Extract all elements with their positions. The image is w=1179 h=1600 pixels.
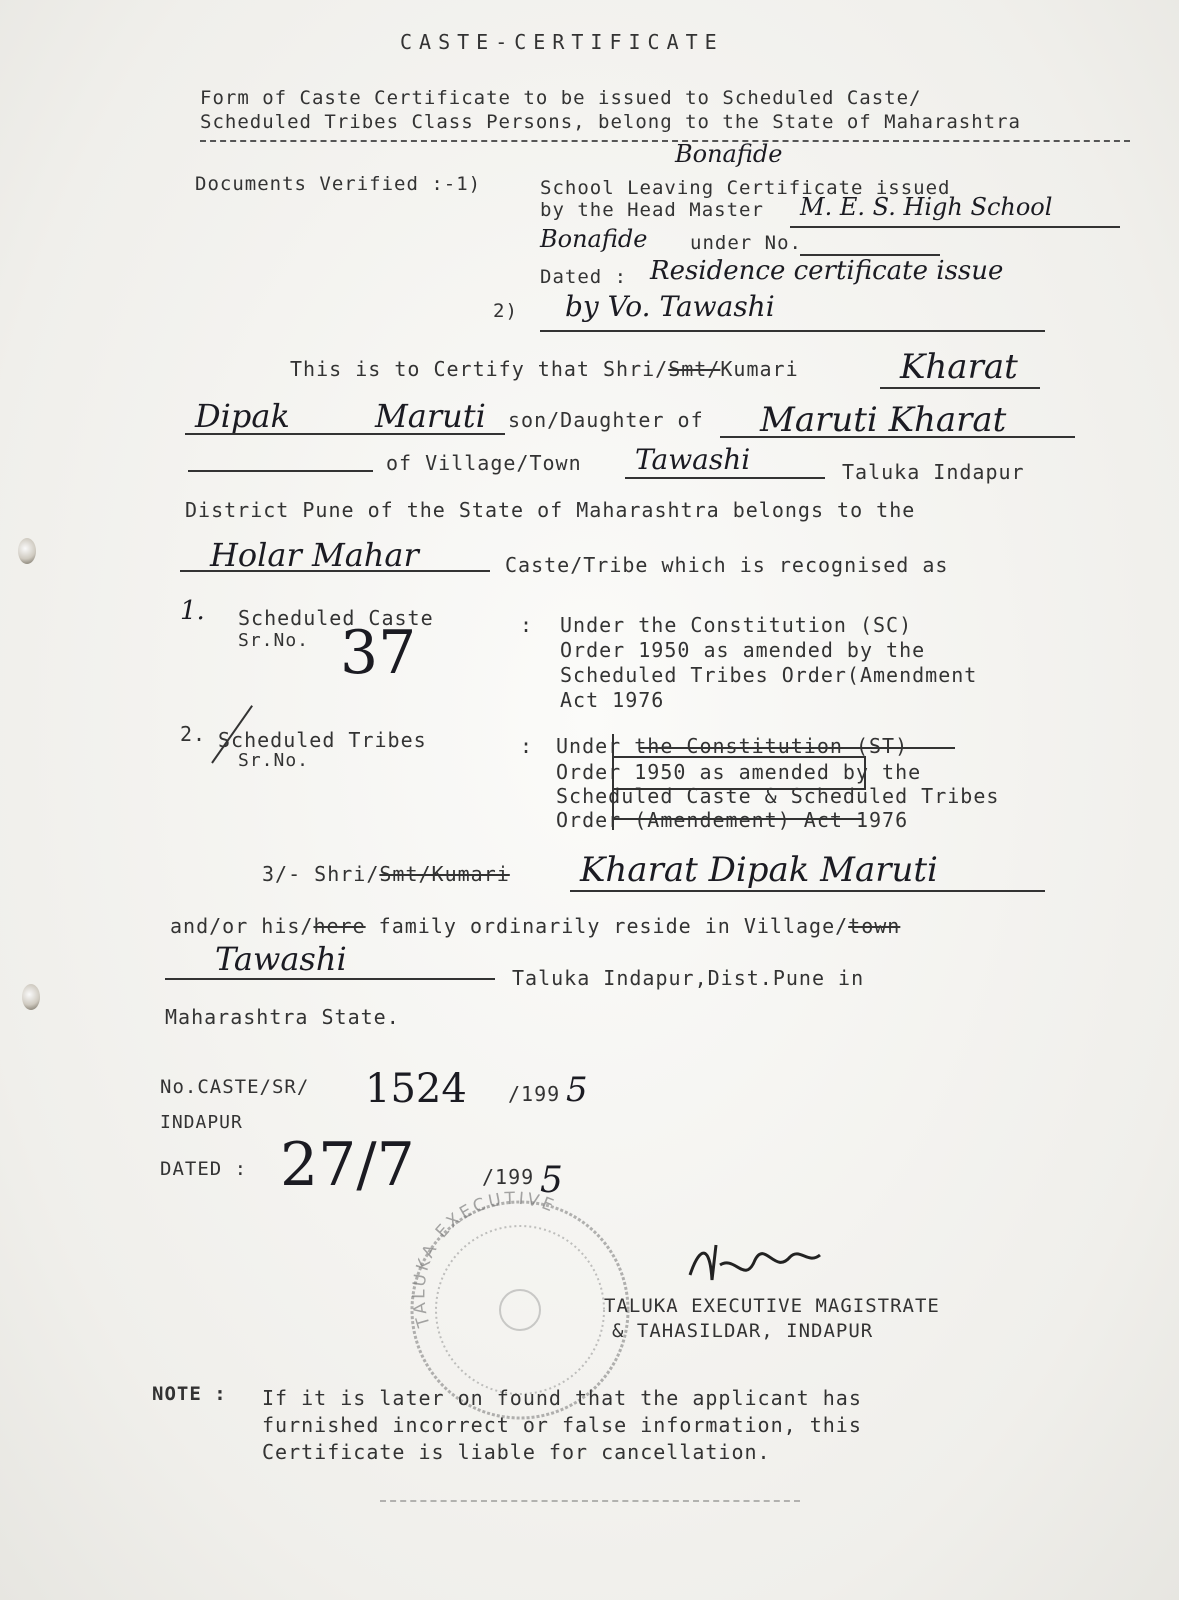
reside-line-2 [170, 914, 900, 938]
st-text-4: Order (Amendement) Act 1976 [556, 808, 909, 832]
hw-by-tawashi: by Vo. Tawashi [565, 290, 775, 323]
doc-1-line-1: School Leaving Certificate issued [540, 177, 951, 199]
reside-state: Maharashtra State. [165, 1005, 400, 1029]
reside-her-struck: here [313, 914, 366, 938]
hw-sc-number: 37 [340, 618, 417, 688]
st-strike-2 [612, 818, 862, 820]
st-number: 2. [180, 722, 207, 746]
note-line-1: If it is later on found that the applicant has [262, 1386, 862, 1410]
hw-caste: Holar Mahar [210, 536, 419, 574]
hw-village: Tawashi [635, 443, 751, 476]
hw-first-name: Dipak [195, 397, 290, 435]
hw-residence: Residence certificate issue [650, 256, 1004, 286]
surname-line [880, 387, 1040, 389]
hw-school-name: M. E. S. High School [800, 193, 1053, 221]
hw-bonafide: Bonafide [540, 225, 648, 253]
caste-line [180, 570, 490, 572]
footer-noise [380, 1500, 800, 1502]
signatory-title: TALUKA EXECUTIVE MAGISTRATE [604, 1295, 940, 1317]
reside-town-struck: town [848, 914, 901, 938]
hw-ref-no: 1524 [365, 1066, 467, 1112]
doc-1-dated: Dated : [540, 266, 628, 288]
father-line [720, 436, 1075, 438]
reside-taluka: Taluka Indapur,Dist.Pune in [512, 966, 865, 990]
seal-text: TALUKA EXECUTIVE [409, 1188, 559, 1330]
doc-2-line [540, 330, 1045, 332]
hw-middle-name: Maruti [375, 397, 486, 435]
punch-hole-top [18, 538, 36, 564]
hw-reside-name: Kharat Dipak Maruti [580, 850, 938, 890]
ref-office: INDAPUR [160, 1112, 243, 1133]
ref-dated-label: DATED : [160, 1158, 248, 1180]
hw-father-name: Maruti Kharat [760, 400, 1007, 440]
form-divider [200, 140, 1130, 142]
st-srno: Sr.No. [238, 750, 310, 771]
certify-line [290, 357, 799, 381]
hw-surname: Kharat [900, 347, 1018, 387]
certify-text: This is to Certify that Shri/ [290, 357, 669, 381]
doc-2-number: 2) [493, 300, 518, 322]
note-line-3: Certificate is liable for cancellation. [262, 1440, 771, 1464]
documents-verified-label: Documents Verified :-1) [195, 173, 482, 195]
sc-colon: : [520, 613, 534, 637]
reside-prefix: 3/- Shri/ [262, 862, 380, 886]
doc-1-line-3: under No. [690, 232, 802, 254]
caste-tribe-label: Caste/Tribe which is recognised as [505, 553, 949, 577]
reside-family: family ordinarily reside in Village/ [378, 914, 849, 938]
hw-ref-date: 27/7 [280, 1130, 415, 1200]
smt-struck: Smt/ [668, 357, 721, 381]
doc-1-line-2: by the Head Master [540, 199, 764, 221]
note-label: NOTE : [152, 1383, 227, 1405]
name-line [185, 433, 505, 435]
hw-ref-year-2: 5 [540, 1160, 563, 1201]
st-label: Scheduled Tribes [218, 728, 427, 752]
district-line: District Pune of the State of Maharashtra belongs to the [185, 498, 916, 522]
son-of-label: son/Daughter of [508, 408, 704, 432]
sc-text-1: Under the Constitution (SC) [560, 613, 913, 637]
ref-no-label: No.CASTE/SR/ [160, 1076, 310, 1098]
reside-line-1 [262, 862, 510, 886]
of-village-label: of Village/Town [386, 451, 582, 475]
hw-reside-village: Tawashi [215, 940, 347, 978]
sc-text-3: Scheduled Tribes Order(Amendment [560, 663, 978, 687]
form-line-2: Scheduled Tribes Class Persons, belong to the State of Maharashtra [200, 111, 1021, 133]
st-text-1: Under the Constitution (ST) [556, 734, 909, 758]
st-strike-1 [640, 747, 955, 749]
st-text-3: Scheduled Caste & Scheduled Tribes [556, 784, 1000, 808]
form-line-1: Form of Caste Certificate to be issued to Scheduled Caste/ [200, 87, 922, 109]
hw-ref-year-1: 5 [566, 1070, 588, 1110]
sc-text-2: Order 1950 as amended by the [560, 638, 926, 662]
sc-number: 1. [180, 596, 205, 626]
sc-srno: Sr.No. [238, 630, 310, 651]
reside-his: and/or his/ [170, 914, 314, 938]
note-line-2: furnished incorrect or false information, this [262, 1413, 862, 1437]
ref-year-2: /199 [482, 1165, 535, 1189]
signatory-office: & TAHASILDAR, INDAPUR [612, 1320, 874, 1342]
kumari-text: Kumari [720, 357, 799, 381]
taluka-label: Taluka Indapur [842, 460, 1025, 484]
village-line [625, 477, 825, 479]
st-colon: : [520, 734, 534, 758]
reside-village-line [165, 978, 495, 980]
ref-year-1: /199 [508, 1082, 561, 1106]
punch-hole-bottom [22, 984, 40, 1010]
st-cancel-box [612, 756, 866, 790]
reside-name-line [570, 890, 1045, 892]
reside-smt-struck: Smt/Kumari [379, 862, 510, 886]
hw-bonafide-over: Bonafide [675, 140, 783, 168]
certificate-title: CASTE-CERTIFICATE [400, 30, 724, 54]
school-name-line [790, 226, 1120, 228]
sc-text-4: Act 1976 [560, 688, 665, 712]
sc-label: Scheduled Caste [238, 606, 434, 630]
st-text-2: Order 1950 as amended by the [556, 760, 922, 784]
blank-line [188, 470, 373, 472]
